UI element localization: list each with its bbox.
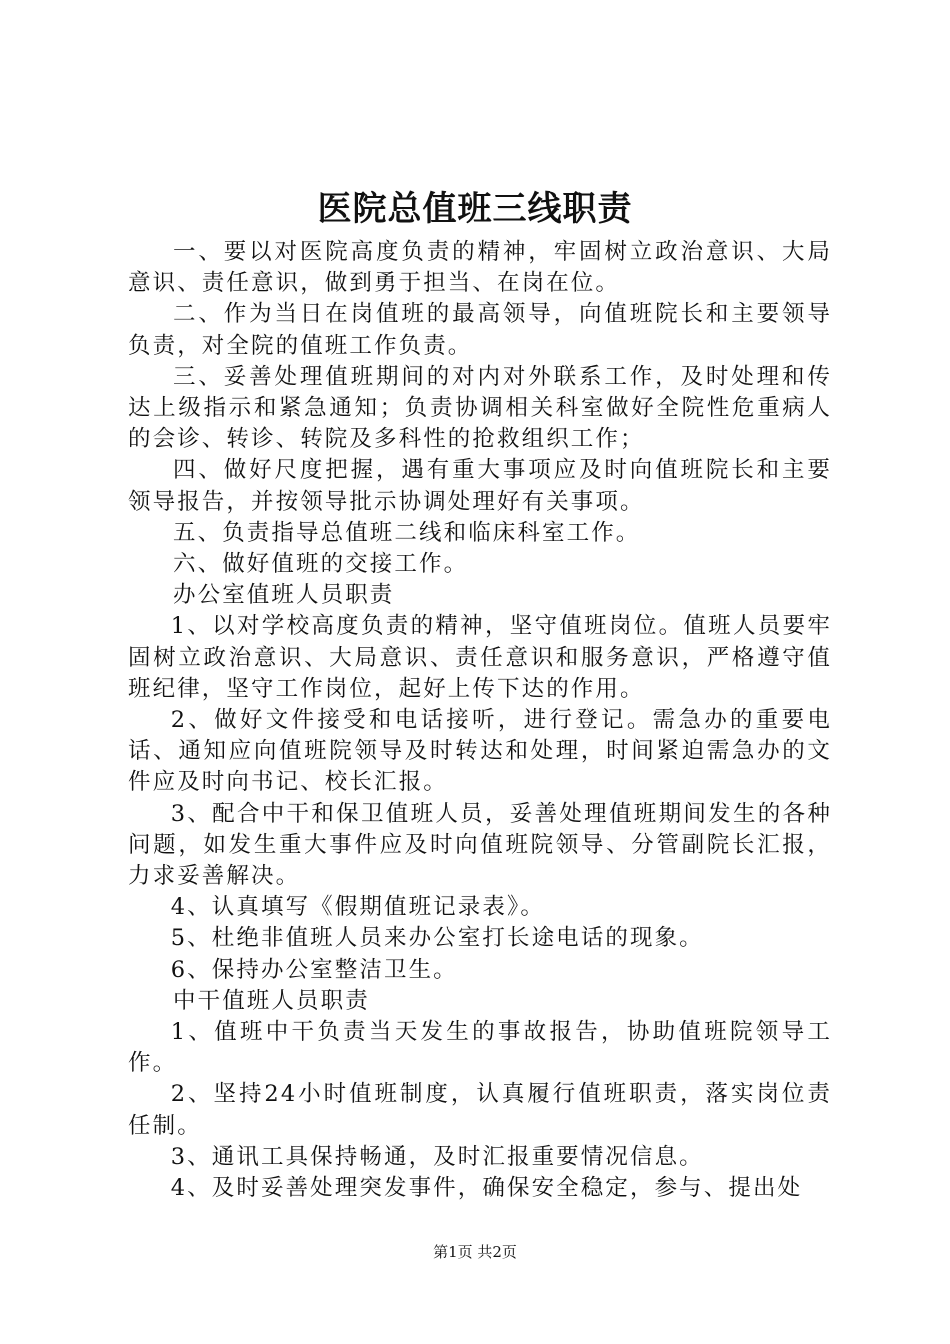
paragraph: 五、负责指导总值班二线和临床科室工作。 (173, 519, 641, 546)
paragraph: 2、坚持24小时值班制度，认真履行值班职责，落实岗位责任制。 (128, 1081, 832, 1139)
page-footer: 第1页 共2页 (433, 1243, 517, 1261)
paragraph: 四、做好尺度把握，遇有重大事项应及时向值班院长和主要领导报告，并按领导批示协调处理好有关事项。 (128, 457, 832, 515)
paragraph: 4、认真填写《假期值班记录表》。 (170, 894, 545, 921)
paragraph: 1、以对学校高度负责的精神，坚守值班岗位。值班人员要牢固树立政治意识、大局意识、责任意识和服务意识，严格遵守值班纪律，坚守工作岗位，起好上传下达的作用。 (128, 613, 832, 702)
section-heading-office: 办公室值班人员职责 (173, 582, 395, 609)
paragraph: 3、配合中干和保卫值班人员，妥善处理值班期间发生的各种问题，如发生重大事件应及时向值班院领导、分管副院长汇报，力求妥善解决。 (128, 800, 832, 890)
document-body (128, 237, 832, 1204)
paragraph: 5、杜绝非值班人员来办公室打长途电话的现象。 (170, 925, 704, 952)
paragraph: 三、妥善处理值班期间的对内对外联系工作，及时处理和传达上级指示和紧急通知；负责协调相关科室做好全院性危重病人的会诊、转诊、转院及多科性的抢救组织工作； (128, 363, 832, 453)
paragraph: 1、值班中干负责当天发生的事故报告，协助值班院领导工作。 (128, 1019, 832, 1077)
paragraph: 4、及时妥善处理突发事件，确保安全稳定，参与、提出处 (170, 1175, 803, 1202)
paragraph: 6、保持办公室整洁卫生。 (170, 956, 458, 983)
paragraph: 一、要以对医院高度负责的精神，牢固树立政治意识、大局意识、责任意识，做到勇于担当、在岗在位。 (128, 239, 832, 297)
paragraph: 2、做好文件接受和电话接听，进行登记。需急办的重要电话、通知应向值班院领导及时转达和处理，时间紧迫需急办的文件应及时向书记、校长汇报。 (128, 707, 832, 796)
paragraph: 二、作为当日在岗值班的最高领导，向值班院长和主要领导负责，对全院的值班工作负责。 (128, 301, 832, 359)
section-heading-cadre: 中干值班人员职责 (173, 987, 370, 1014)
paragraph: 3、通讯工具保持畅通，及时汇报重要情况信息。 (170, 1143, 704, 1170)
document-title: 医院总值班三线职责 (317, 189, 633, 229)
paragraph: 六、做好值班的交接工作。 (173, 551, 469, 578)
